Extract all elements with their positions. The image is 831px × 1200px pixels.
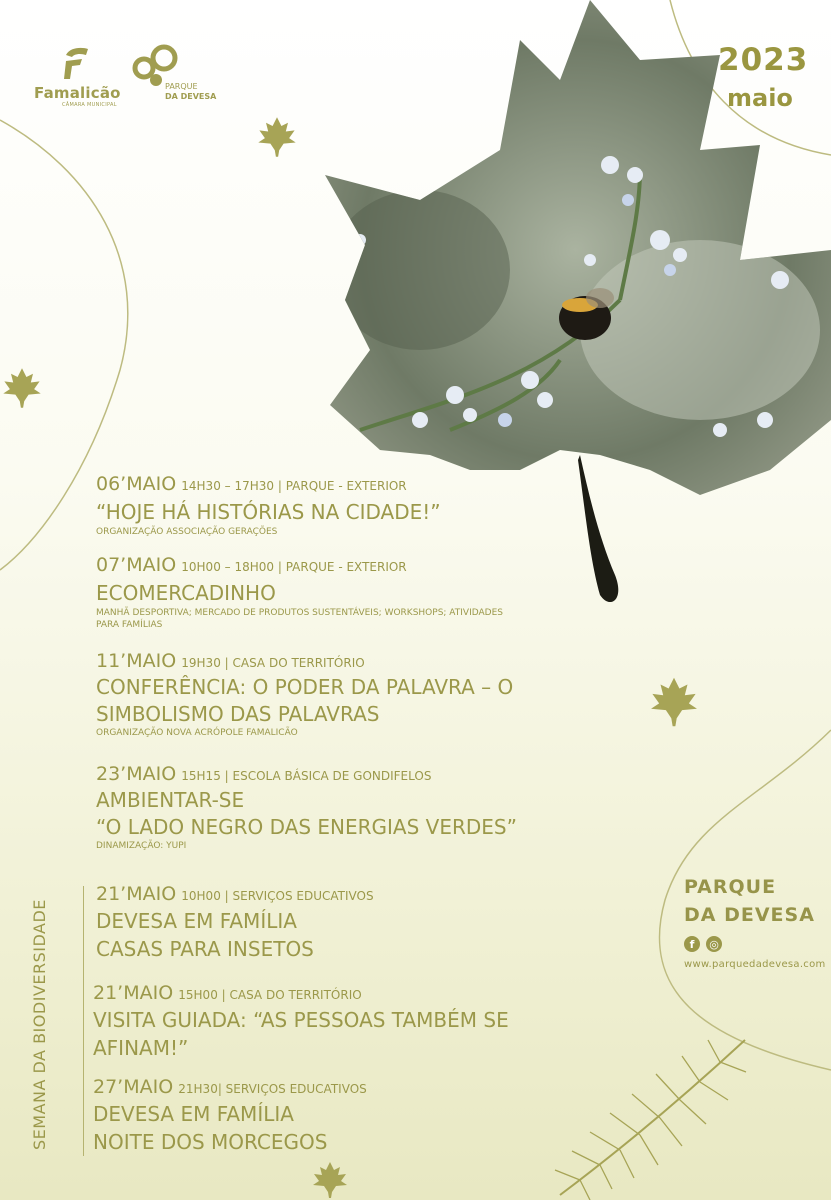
divider [83,886,84,1156]
event-meta: 15H15 | ESCOLA BÁSICA DE GONDIFELOS [181,769,432,783]
event-date: 11’MAIO [96,650,177,672]
event-meta: 10H00 – 18H00 | PARQUE - EXTERIOR [181,560,407,574]
event-title: DEVESA EM FAMÍLIA [96,909,297,933]
event-title: NOITE DOS MORCEGOS [93,1130,328,1154]
maple-leaf-icon [647,673,701,731]
event-title: DEVESA EM FAMÍLIA [93,1102,294,1126]
fern-icon [540,1030,760,1200]
event-date: 06’MAIO [96,473,177,495]
event-7 [93,1076,367,1154]
event-1 [96,473,441,538]
event-date: 27’MAIO [93,1076,174,1098]
event-title: AMBIENTAR-SE [96,788,245,812]
facebook-icon[interactable]: f [684,936,700,952]
event-note: PARA FAMÍLIAS [96,620,163,630]
vertical-label: SEMANA DA BIODIVERSIDADE [30,899,49,1150]
famalicao-logo-icon [62,45,90,79]
event-date: 21’MAIO [93,982,174,1004]
event-meta: 10H00 | SERVIÇOS EDUCATIVOS [181,889,374,903]
event-note: ORGANIZAÇÃO ASSOCIAÇÃO GERAÇÕES [96,527,278,537]
event-date: 21’MAIO [96,883,177,905]
website-link[interactable]: www.parquedadevesa.com [684,959,826,970]
maple-leaf-icon [254,115,300,159]
event-meta: 21H30| SERVIÇOS EDUCATIVOS [178,1082,367,1096]
event-2 [96,554,503,631]
event-meta: 15H00 | CASA DO TERRITÓRIO [178,988,362,1002]
event-title: CONFERÊNCIA: O PODER DA PALAVRA – O [96,675,514,699]
event-title: VISITA GUIADA: “AS PESSOAS TAMBÉM SE [93,1008,509,1032]
event-6 [93,982,509,1060]
event-note: ORGANIZAÇÃO NOVA ACRÓPOLE FAMALICÃO [96,728,298,738]
event-5 [96,883,374,961]
event-title: SIMBOLISMO DAS PALAVRAS [96,702,380,726]
instagram-icon[interactable]: ◎ [706,936,722,952]
event-4 [96,763,517,852]
parque-devesa-logo-line1: PARQUE [165,82,198,91]
brand-line2: DA DEVESA [684,904,815,926]
famalicao-logo-subtitle: CÂMARA MUNICIPAL [62,102,117,108]
year: 2023 [718,42,809,78]
brand-line1: PARQUE [684,876,777,898]
event-title: “O LADO NEGRO DAS ENERGIAS VERDES” [96,815,517,839]
famalicao-logo-name: Famalicão [34,84,121,102]
event-meta: 14H30 – 17H30 | PARQUE - EXTERIOR [181,479,407,493]
event-3 [96,650,513,739]
event-title: ECOMERCADINHO [96,581,276,605]
event-meta: 19H30 | CASA DO TERRITÓRIO [181,656,365,670]
maple-leaf-icon [0,360,44,416]
month: maio [727,84,793,112]
social-links [684,936,722,952]
event-title: CASAS PARA INSETOS [96,937,314,961]
event-date: 23’MAIO [96,763,177,785]
event-title: AFINAM!” [93,1036,189,1060]
event-note: MANHÃ DESPORTIVA; MERCADO DE PRODUTOS SUSTENTÁVEIS; WORKSHOPS; ATIVIDADES [96,608,503,618]
maple-leaf-icon [306,1160,354,1200]
event-note: DINAMIZAÇÃO: YUPI [96,841,187,851]
event-title: “HOJE HÁ HISTÓRIAS NA CIDADE!” [96,500,441,524]
event-date: 07’MAIO [96,554,177,576]
parque-devesa-logo-line2: DA DEVESA [165,92,217,101]
